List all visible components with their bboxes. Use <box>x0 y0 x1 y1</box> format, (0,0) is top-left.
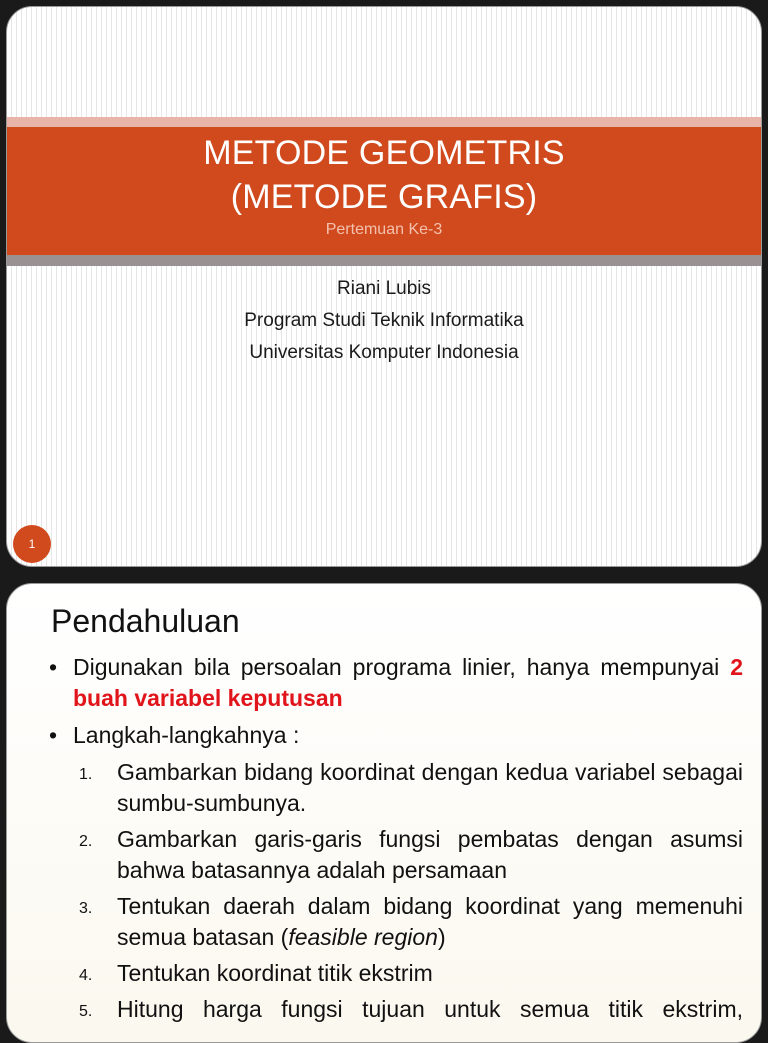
bullet-item <box>49 720 743 751</box>
step-text: Gambarkan garis-garis fungsi pembatas dengan asumsi bahwa batasannya adalah persamaan <box>117 826 743 883</box>
slide-subtitle: Pertemuan Ke-3 <box>325 221 443 238</box>
slide-title-line-2: (METODE GRAFIS) <box>230 178 538 216</box>
bullet-item <box>49 652 743 714</box>
step-text: Tentukan koordinat titik ekstrim <box>117 960 433 986</box>
title-band <box>7 127 761 255</box>
highlighted-text: 2 buah variabel keputusan <box>73 654 743 711</box>
step-item <box>49 891 743 953</box>
bullet-dot-icon: • <box>49 722 58 748</box>
bullet-dot-icon: • <box>49 654 58 680</box>
content-slide <box>6 583 762 1043</box>
step-item <box>49 994 743 1025</box>
author-name: Riani Lubis <box>337 278 431 299</box>
step-number: 4. <box>79 967 93 984</box>
slide-heading: Pendahuluan <box>51 603 240 639</box>
steps-list <box>49 757 743 1025</box>
step-italic-text: feasible region <box>288 924 438 950</box>
author-block <box>7 273 761 369</box>
accent-strip-top <box>7 117 761 127</box>
slide-number-badge: 1 <box>13 525 51 563</box>
bullet-text: Digunakan bila persoalan programa linier, hanya mempunyai <box>73 654 731 680</box>
university-name: Universitas Komputer Indonesia <box>249 342 519 363</box>
step-number: 2. <box>79 833 93 850</box>
step-item <box>49 757 743 819</box>
accent-strip-bottom <box>7 255 761 266</box>
title-slide <box>6 6 762 567</box>
bullet-text: Langkah-langkahnya : <box>73 722 300 748</box>
step-text: Tentukan daerah dalam bidang koordinat yang memenuhi semua batasan ( <box>117 893 743 950</box>
step-number: 3. <box>79 900 93 917</box>
slide-content <box>49 652 743 1030</box>
slide-title-line-1: METODE GEOMETRIS <box>203 134 565 172</box>
step-number: 1. <box>79 766 93 783</box>
step-number: 5. <box>79 1003 93 1020</box>
step-item <box>49 958 743 989</box>
step-item <box>49 824 743 886</box>
step-text: Hitung harga fungsi tujuan untuk semua titik ekstrim, <box>117 996 743 1022</box>
step-text: Gambarkan bidang koordinat dengan kedua variabel sebagai sumbu-sumbunya. <box>117 759 743 816</box>
step-text-end: ) <box>437 924 446 950</box>
program-name: Program Studi Teknik Informatika <box>244 310 524 331</box>
